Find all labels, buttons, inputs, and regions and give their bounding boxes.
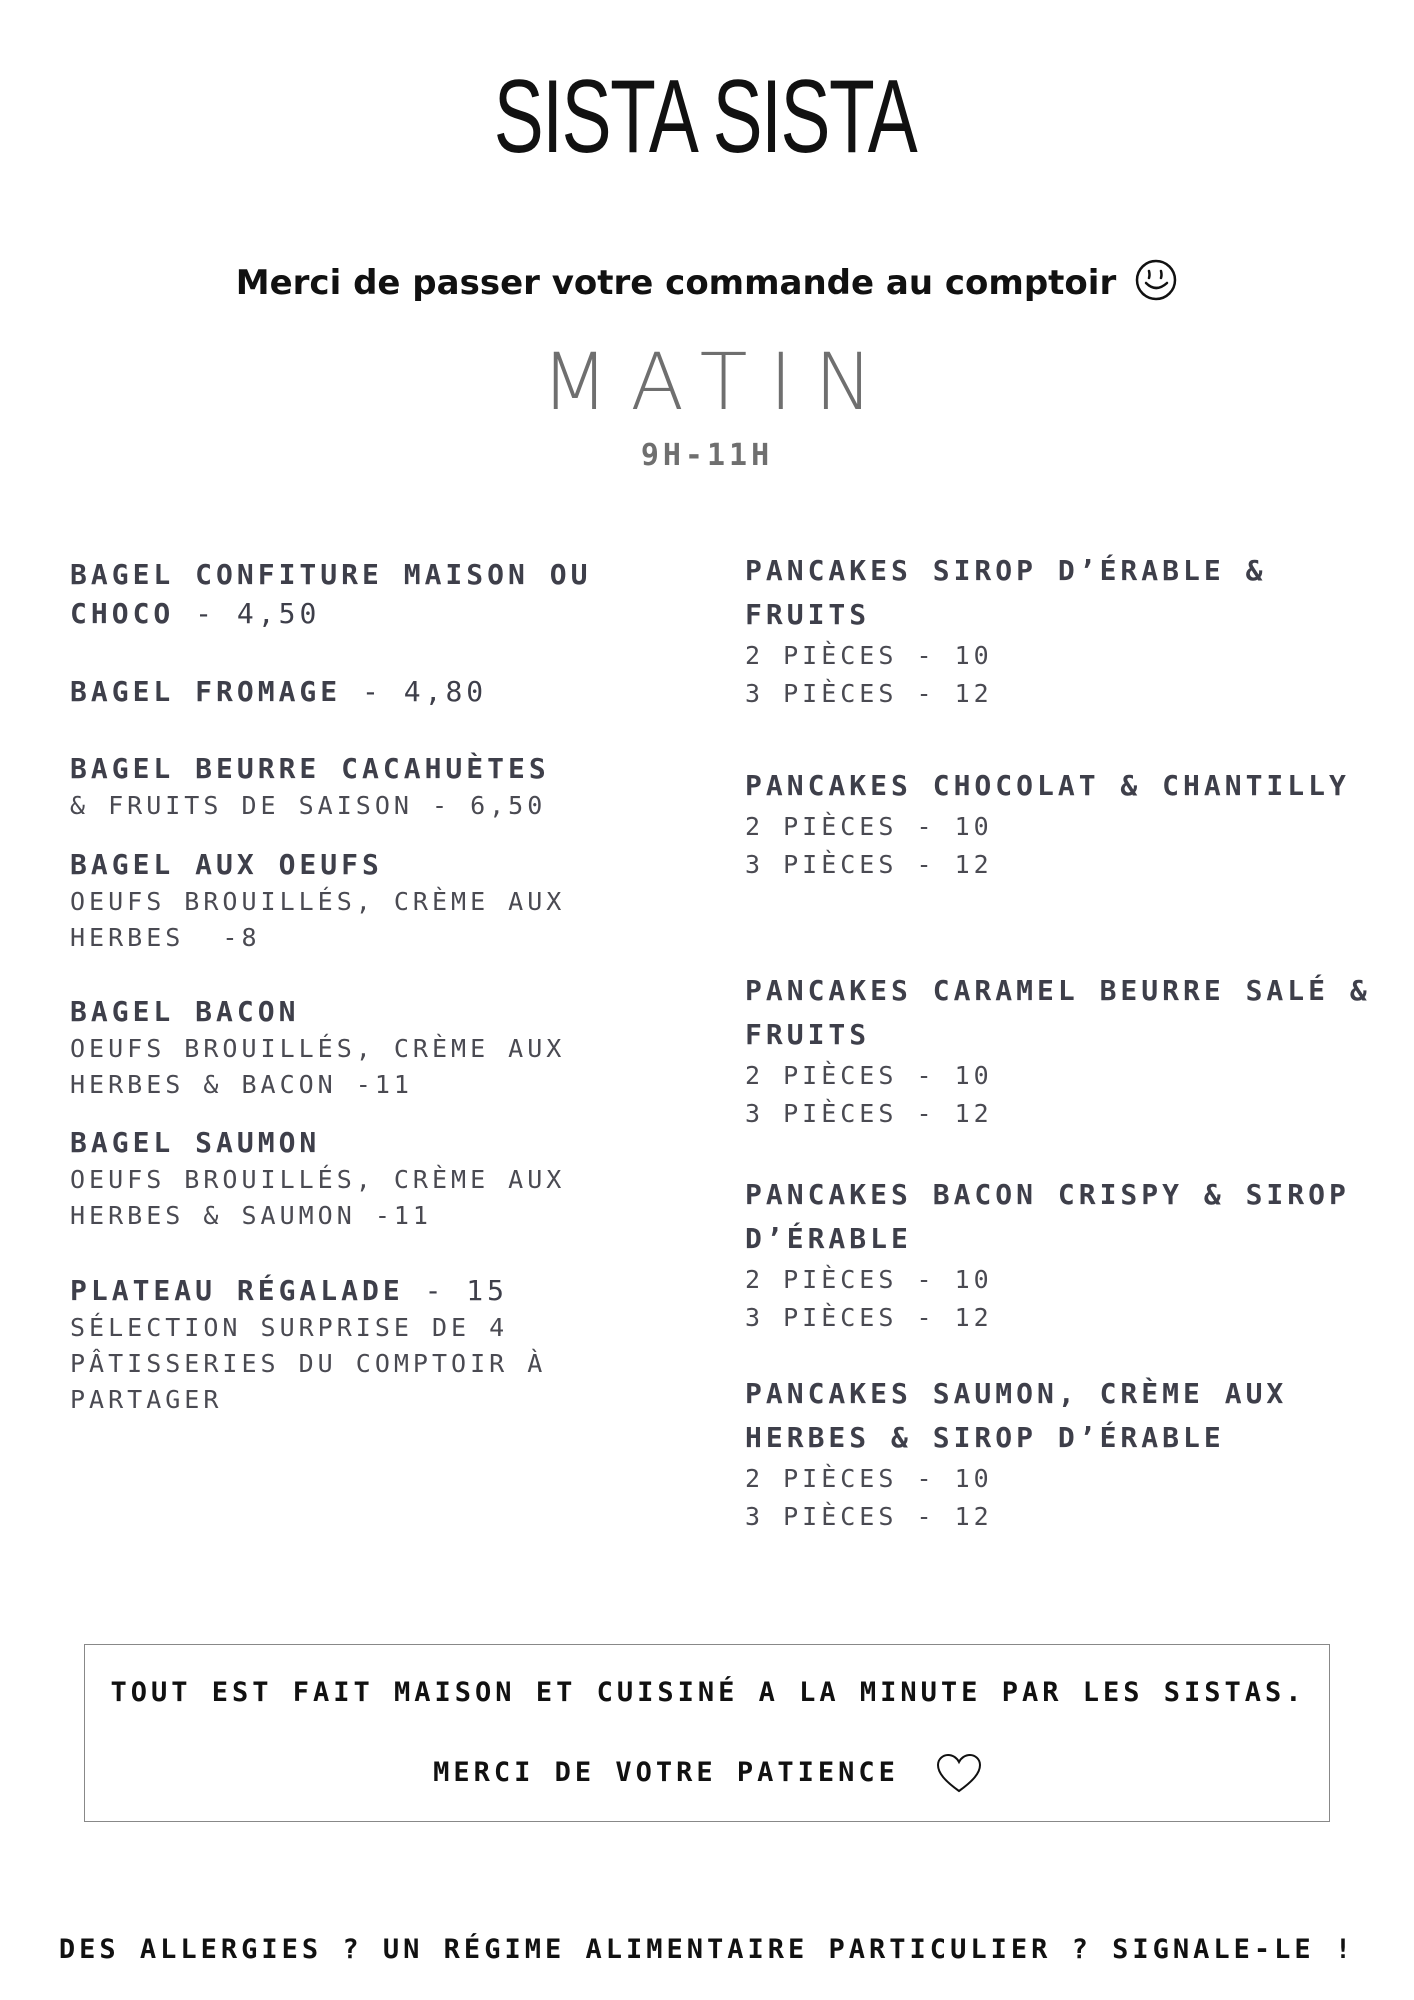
menu-item-name: PANCAKES CHOCOLAT & CHANTILLY <box>745 769 1350 802</box>
menu-item-desc: & FRUITS DE SAISON - 6,50 <box>70 791 547 820</box>
allergy-notice: DES ALLERGIES ? UN RÉGIME ALIMENTAIRE PARTICULIER ? SIGNALE-LE ! <box>58 1934 1356 1965</box>
menu-item-desc: OEUFS BROUILLÉS, CRÈME AUX HERBES -8 <box>70 887 585 952</box>
order-note-text: Merci de passer votre commande au comptoir <box>235 263 1117 303</box>
menu-item-name: BAGEL BACON <box>70 995 300 1028</box>
menu-item-price-3: 3 PIÈCES - 12 <box>745 679 993 708</box>
menu-item-name: BAGEL CONFITURE MAISON OU CHOCO - 4,50 <box>70 558 613 630</box>
menu-item-name: BAGEL AUX OEUFS <box>70 848 383 881</box>
menu-item-name: PANCAKES SAUMON, CRÈME AUX HERBES & SIROP D’ÉRABLE <box>745 1377 1309 1454</box>
menu-item-price-2: 2 PIÈCES - 10 <box>745 812 993 841</box>
menu-item <box>70 1123 660 1234</box>
smiley-icon <box>1134 258 1178 302</box>
menu-item <box>70 749 660 824</box>
menu-item-name: PANCAKES SIROP D’ÉRABLE & FRUITS <box>745 554 1288 631</box>
section-title: MATIN <box>541 338 895 428</box>
menu-item-price-2: 2 PIÈCES - 10 <box>745 1265 993 1294</box>
menu-item <box>745 969 1392 1133</box>
menu-item-name: PANCAKES CARAMEL BEURRE SALÉ & FRUITS <box>745 974 1392 1051</box>
menu-item <box>745 549 1385 713</box>
menu-item-price: - 4,50 <box>174 597 321 630</box>
menu-item <box>745 1173 1385 1337</box>
menu-item <box>745 1372 1385 1536</box>
menu-item-price: - 15 <box>403 1274 509 1307</box>
menu-item-name: BAGEL FROMAGE - 4,80 <box>70 675 488 708</box>
menu-item-price-3: 3 PIÈCES - 12 <box>745 850 993 879</box>
menu-item <box>70 845 660 956</box>
homemade-note-box <box>84 1644 1330 1822</box>
menu-item <box>70 555 660 633</box>
menu-item <box>70 1271 660 1418</box>
order-note <box>0 258 1414 305</box>
menu-item-desc: OEUFS BROUILLÉS, CRÈME AUX HERBES & SAUMON -11 <box>70 1165 585 1230</box>
menu-item-price-3: 3 PIÈCES - 12 <box>745 1099 993 1128</box>
menu-item-name: PANCAKES BACON CRISPY & SIROP D’ÉRABLE <box>745 1178 1371 1255</box>
menu-item-price-2: 2 PIÈCES - 10 <box>745 1464 993 1493</box>
menu-item-price-2: 2 PIÈCES - 10 <box>745 1061 993 1090</box>
menu-item-name: BAGEL BEURRE CACAHUÈTES <box>70 752 550 785</box>
menu-item-desc: OEUFS BROUILLÉS, CRÈME AUX HERBES & BACON -11 <box>70 1034 585 1099</box>
patience-note-text: MERCI DE VOTRE PATIENCE <box>433 1757 899 1788</box>
menu-item-price-3: 3 PIÈCES - 12 <box>745 1303 993 1332</box>
section-hours: 9H-11H <box>640 438 774 473</box>
menu-item-price-2: 2 PIÈCES - 10 <box>745 641 993 670</box>
menu-item-name: PLATEAU RÉGALADE - 15 <box>70 1274 509 1307</box>
menu-item-desc: SÉLECTION SURPRISE DE 4 PÂTISSERIES DU COMPTOIR À PARTAGER <box>70 1313 566 1414</box>
patience-note <box>85 1753 1331 1795</box>
menu-item-price-3: 3 PIÈCES - 12 <box>745 1502 993 1531</box>
menu-item <box>745 764 1385 884</box>
homemade-note: TOUT EST FAIT MAISON ET CUISINÉ A LA MINUTE PAR LES SISTAS. <box>110 1677 1306 1708</box>
brand-logo: SISTA SISTA <box>493 59 917 175</box>
heart-icon <box>935 1753 983 1795</box>
menu-item <box>70 992 660 1103</box>
menu-item-price: - 4,80 <box>341 675 488 708</box>
menu-item-name: BAGEL SAUMON <box>70 1126 321 1159</box>
menu-item <box>70 672 660 711</box>
